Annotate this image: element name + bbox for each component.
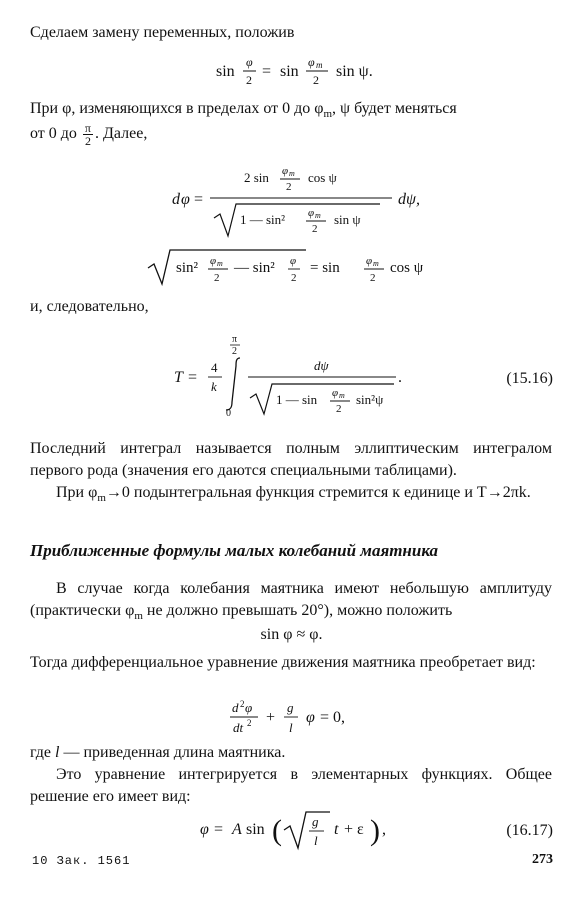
svg-text:sin: sin (216, 63, 235, 80)
fraction-pi-over-2: $\frac{\pi}{2}$ (84, 121, 91, 148)
svg-text:A: A (232, 821, 242, 838)
svg-text:4: 4 (211, 360, 218, 375)
svg-text:+: + (266, 709, 276, 726)
svg-text:sin ψ: sin ψ (334, 212, 361, 227)
svg-text:=: = (188, 369, 198, 386)
svg-text:= 0,: = 0, (320, 709, 346, 726)
svg-text:2: 2 (214, 272, 220, 284)
svg-text:=: = (214, 821, 224, 838)
svg-text:sin: sin (246, 821, 265, 838)
svg-text:=: = (194, 191, 204, 208)
paragraph-elliptic: Последний интеграл называется полным эллиптическим интегралом первого рода (значения его даются специальными таблицами). (30, 440, 552, 479)
paragraph-range: При φ, изменяющихся в пределах от 0 до $\varphi_m$, ψ будет меняться (30, 100, 457, 121)
svg-text:m: m (217, 259, 223, 268)
equation-pendulum-ode (0, 694, 583, 742)
section-heading: Приближенные формулы малых колебаний маятника (30, 541, 439, 560)
page-number: 273 (532, 852, 553, 867)
svg-text:l: l (289, 720, 293, 735)
svg-text:): ) (370, 814, 380, 847)
svg-text:— sin²: — sin² (234, 260, 275, 276)
svg-text:dψ,: dψ, (398, 191, 420, 208)
equation-substitution (0, 48, 583, 92)
svg-text:1 — sin²: 1 — sin² (240, 212, 286, 227)
svg-text:2: 2 (370, 272, 376, 284)
svg-text:2: 2 (232, 346, 237, 357)
svg-text:d: d (172, 191, 180, 208)
svg-text:m: m (316, 60, 323, 70)
svg-text:sin ψ.: sin ψ. (336, 63, 373, 80)
svg-text:l: l (314, 833, 318, 848)
svg-text:φ: φ (290, 255, 297, 267)
svg-text:cos ψ: cos ψ (390, 260, 424, 276)
svg-text:2: 2 (336, 403, 342, 415)
svg-text:π: π (232, 334, 238, 345)
svg-text:+ ε: + ε (344, 821, 364, 838)
paragraph-diff-equation: Тогда дифференциальное уравнение движения маятника преобретает вид: (30, 654, 536, 671)
svg-text:2: 2 (313, 73, 319, 87)
svg-text:sin²ψ: sin²ψ (356, 392, 384, 407)
svg-text:2: 2 (286, 181, 292, 193)
svg-text:dψ: dψ (314, 358, 329, 373)
svg-text:2: 2 (312, 223, 318, 235)
svg-text:φ: φ (246, 55, 253, 69)
paragraph-substitution: Сделаем замену переменных, положив (30, 24, 295, 41)
equation-sin-approx: sin φ ≈ φ. (260, 626, 323, 643)
svg-text:φ: φ (181, 191, 190, 208)
svg-text:1 — sin: 1 — sin (276, 392, 318, 407)
svg-text:m: m (289, 169, 295, 178)
svg-text:,: , (382, 821, 386, 838)
equation-general-solution (0, 806, 583, 856)
svg-text:.: . (398, 369, 402, 386)
svg-text:m: m (315, 211, 321, 220)
equation-period-integral (0, 330, 583, 420)
printer-signature: 10 Зак. 1561 (32, 854, 131, 868)
paragraph-limit: При $\varphi_m\to 0$ подынтегральная функция стремится к единице и T→2πk. (56, 484, 531, 505)
svg-text:(: ( (272, 814, 282, 847)
paragraph-general-solution: Это уравнение интегрируется в элементарных функциях. Общее решение его имеет вид: (30, 766, 552, 805)
equation-number-1617: (16.17) (506, 822, 553, 839)
svg-text:= sin: = sin (310, 260, 340, 276)
svg-text:φ: φ (308, 207, 315, 219)
equation-number-1516: (15.16) (506, 370, 553, 387)
equation-dphi (0, 160, 583, 240)
svg-text:d: d (232, 700, 239, 715)
svg-text:φ: φ (282, 165, 289, 177)
svg-text:k: k (211, 379, 217, 394)
equation-sqrt-identity (0, 244, 583, 288)
svg-text:φ: φ (308, 55, 315, 69)
svg-text:φ: φ (332, 387, 339, 399)
paragraph-small-oscillations: В случае когда колебания маятника имеют небольшую амплитуду (практически $\varphi_m$ не должно превышать 20°), можно положить (30, 580, 552, 623)
svg-text:φ: φ (200, 821, 209, 838)
svg-text:2: 2 (247, 718, 252, 728)
svg-text:sin²: sin² (176, 260, 199, 276)
svg-text:cos ψ: cos ψ (308, 170, 337, 185)
svg-text:2: 2 (240, 699, 245, 709)
svg-text:m: m (339, 391, 345, 400)
svg-text:φ: φ (210, 255, 217, 267)
svg-text:φ: φ (366, 255, 373, 267)
svg-text:sin: sin (280, 63, 299, 80)
svg-text:2 sin: 2 sin (244, 170, 269, 185)
svg-text:g: g (312, 814, 319, 829)
svg-text:φ: φ (306, 709, 315, 726)
svg-text:m: m (373, 259, 379, 268)
svg-text:t: t (334, 821, 339, 838)
svg-text:2: 2 (291, 272, 297, 284)
svg-text:2: 2 (246, 73, 252, 87)
svg-text:0: 0 (226, 408, 231, 419)
svg-text:g: g (287, 700, 294, 715)
paragraph-range-line2: от 0 до $\frac{\pi}{2}$ . Далее, (30, 121, 148, 148)
svg-text:T: T (174, 369, 183, 386)
svg-text:=: = (262, 63, 272, 80)
paragraph-reduced-length: где l — приведенная длина маятника. (30, 744, 286, 761)
svg-text:φ: φ (245, 700, 253, 715)
svg-text:dt: dt (233, 720, 244, 735)
paragraph-therefore: и, следовательно, (30, 298, 149, 315)
